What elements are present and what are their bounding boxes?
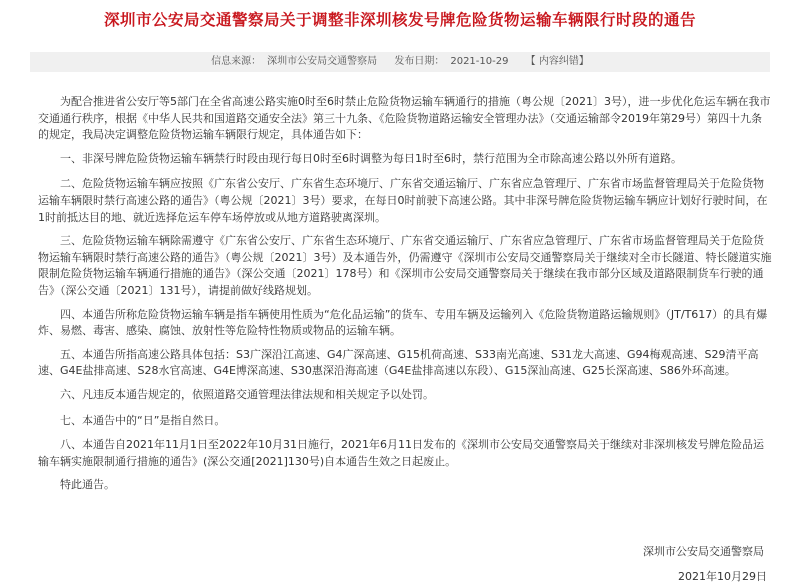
date-label: 发布日期： [394, 56, 445, 67]
issuer-signature: 深圳市公安局交通警察局 [643, 545, 764, 558]
paragraph-2: 二、危险货物运输车辆应按照《广东省公安厅、广东省生态环境厅、广东省交通运输厅、广东省应急管理厅、广东省市场监督管理局关于危险货物运输车辆限时禁行高速公路的通告》（粤公规〔2021〕3号）要求，在每日0时前驶下高速公路。其中非深号牌危险货物运输车辆应计划好行驶时间，在1时前抵达目的地、就近选择危运车停车场停放或从地方道路驶离深圳。 [38, 177, 768, 224]
article-body [38, 94, 772, 494]
meta-bar [30, 52, 770, 72]
paragraph-5: 五、本通告所指高速公路具体包括：S3广深沿江高速、G4广深高速、G15机荷高速、S33南光高速、S31龙大高速、G94梅观高速、S29清平高速、G4E盐排高速、S28水官高速、G4E博深高速、S30惠深沿海高速（G4E盐排高速以东段）、G15深汕高速、G25长深高速、S86外环高速。 [38, 347, 759, 378]
source-value: 深圳市公安局交通警察局 [267, 56, 378, 67]
paragraph-3: 三、危险货物运输车辆除需遵守《广东省公安厅、广东省生态环境厅、广东省交通运输厅、广东省应急管理厅、广东省市场监督管理局关于危险货物运输车辆限时禁行高速公路的通告》（粤公规〔2021〕3号）及本通告外，仍需遵守《深圳市公安局交通警察局关于继续对全市长隧道、特长隧道实施限制危险货物运输车辆通行措施的通告》（深公交通〔2021〕178号）和《深圳市公安局交通警察局关于继续在我市部分区域及道路限制货车行驶的通告》（深公交通〔2021〕131号），请提前做好线路规划。 [38, 234, 772, 297]
paragraph-4: 四、本通告所称危险货物运输车辆是指车辆使用性质为“危化品运输”的货车、专用车辆及运输列入《危险货物道路运输规则》（JT/T617）的具有爆炸、易燃、毒害、感染、腐蚀、放射性等危险特性物质或物品的运输车辆。 [38, 307, 768, 338]
source-label: 信息来源： [211, 56, 262, 67]
date-value: 2021-10-29 [450, 56, 509, 67]
page-title: 深圳市公安局交通警察局关于调整非深圳核发号牌危险货物运输车辆限行时段的通告 [103, 11, 696, 29]
paragraph-7: 七、本通告中的“日”是指自然日。 [60, 413, 226, 427]
paragraph-1: 一、非深号牌危险货物运输车辆禁行时段由现行每日0时至6时调整为每日1时至6时，禁行范围为全市除高速公路以外所有道路。 [60, 151, 682, 165]
paragraph-6: 六、凡违反本通告规定的，依照道路交通管理法律法规和相关规定予以处罚。 [60, 387, 434, 401]
paragraph-intro: 为配合推进省公安厅等5部门在全省高速公路实施0时至6时禁止危险货物运输车辆通行的措施（粤公规〔2021〕3号），进一步优化危运车辆在我市交通通行秩序，根据《中华人民共和国道路交通安全法》第三十九条、《危险货物道路运输安全管理办法》（交通运输部令2019年第29号）第四十九条的规定，我局决定调整危险货物运输车辆限行规定，具体通告如下： [38, 95, 771, 142]
paragraph-8: 八、本通告自2021年11月1日至2022年10月31日施行，2021年6月11日发布的《深圳市公安局交通警察局关于继续对非深圳核发号牌危险品运输车辆实施限制通行措施的通告》(深公交通[2021]130号)自本通告生效之日起废止。 [38, 438, 764, 468]
issue-date: 2021年10月29日 [678, 570, 767, 583]
paragraph-closing: 特此通告。 [60, 478, 115, 492]
content-correction-link[interactable]: 【 内容纠错】 [525, 56, 589, 67]
